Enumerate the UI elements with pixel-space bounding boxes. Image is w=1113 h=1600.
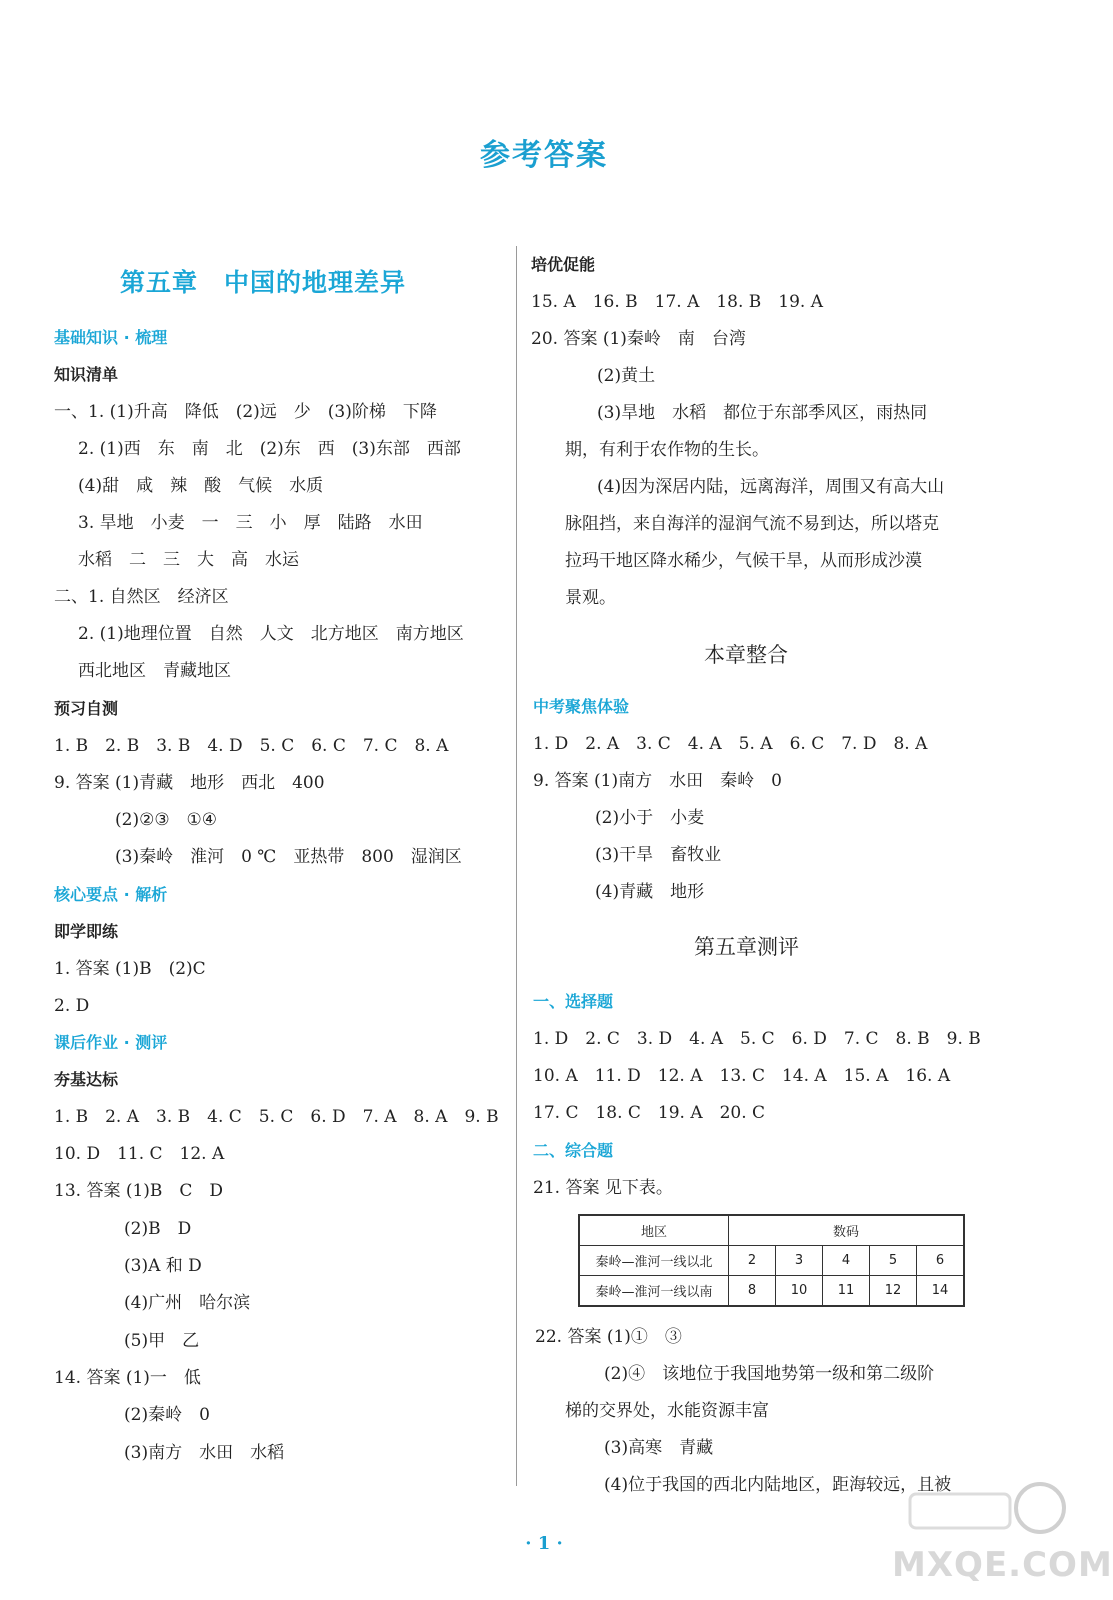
answer-line: (2)小于 小麦 [595,808,705,828]
chapter-title: 第五章 中国的地理差异 [120,268,407,297]
answer-line: 15. A 16. B 17. A 18. B 19. A [531,292,824,312]
answer-line: (2)黄土 [597,366,656,386]
answer-line: 2. (1)西 东 南 北 (2)东 西 (3)东部 西部 [78,439,461,459]
table-cell: 5 [870,1246,917,1276]
table-cell-region: 秦岭—淮河一线以南 [579,1276,729,1307]
answer-line: 20. 答案 (1)秦岭 南 台湾 [531,329,746,349]
answer-line: 9. 答案 (1)青藏 地形 西北 400 [54,773,325,793]
answer-line: 1. 答案 (1)B (2)C [54,959,206,979]
answer-line: 西北地区 青藏地区 [78,661,231,681]
answer-line: 21. 答案 见下表。 [533,1178,673,1198]
answer-line: (4)位于我国的西北内陆地区，距海较远，且被 [604,1475,952,1495]
answer-line: 期，有利于农作物的生长。 [565,440,769,460]
answer-line: 梯的交界处，水能资源丰富 [565,1401,769,1421]
table-cell: 3 [776,1246,823,1276]
watermark-text: MXQE.COM [892,1545,1113,1585]
answer-line: 1. D 2. A 3. C 4. A 5. A 6. C 7. D 8. A [533,734,928,754]
answer-line: (4)甜 咸 辣 酸 气候 水质 [78,476,324,496]
answer-line: (4)广州 哈尔滨 [124,1293,251,1313]
answer-line: (2)B D [124,1219,192,1239]
table-header-digits: 数码 [729,1215,965,1246]
answer-line: (3)干旱 畜牧业 [595,845,722,865]
section-heading: 核心要点 · 解析 [54,885,168,904]
answer-line: (3)旱地 水稻 都位于东部季风区，雨热同 [597,403,928,423]
answer-line: (2)④ 该地位于我国地势第一级和第二级阶 [604,1364,935,1384]
table-cell: 11 [823,1276,870,1307]
answer-line: 10. A 11. D 12. A 13. C 14. A 15. A 16. A [533,1066,951,1086]
subsection-heading: 知识清单 [54,365,119,384]
table-cell: 14 [917,1276,965,1307]
answer-line: 1. D 2. C 3. D 4. A 5. C 6. D 7. C 8. B 9. B [533,1029,981,1049]
answer-line: (3)南方 水田 水稻 [124,1443,285,1463]
answer-line: 脉阻挡，来自海洋的湿润气流不易到达，所以塔克 [565,514,939,534]
section-title-chapter-test: 第五章测评 [694,935,799,959]
page-title: 参考答案 [480,138,608,173]
answer-line: 景观。 [565,588,616,608]
answer-line: (4)因为深居内陆，远离海洋，周围又有高大山 [597,477,945,497]
answer-line: 13. 答案 (1)B C D [54,1181,224,1201]
table-cell: 10 [776,1276,823,1307]
table-row [579,1276,964,1307]
answer-line: 1. B 2. B 3. B 4. D 5. C 6. C 7. C 8. A [54,736,449,756]
answer-line: (3)A 和 D [124,1256,202,1276]
section-heading: 一、选择题 [533,992,614,1011]
column-divider [516,246,517,1486]
section-heading: 基础知识 · 梳理 [54,328,168,347]
subsection-heading: 预习自测 [54,699,119,718]
table-cell: 12 [870,1276,917,1307]
answer-line: 22. 答案 (1)① ③ [535,1327,682,1347]
answer-line: (3)秦岭 淮河 0 ℃ 亚热带 800 湿润区 [115,847,462,867]
answer-line: (2)②③ ①④ [115,810,218,830]
table-header-region: 地区 [579,1215,729,1246]
answer-line: (2)秦岭 0 [124,1405,210,1425]
answer-line: 拉玛干地区降水稀少，气候干旱，从而形成沙漠 [565,551,922,571]
table-row [579,1246,964,1276]
answer-line: 10. D 11. C 12. A [54,1144,225,1164]
subsection-heading: 培优促能 [531,255,596,274]
table-header-row [579,1215,964,1246]
table-cell: 2 [729,1246,776,1276]
subsection-heading: 夯基达标 [54,1070,119,1089]
section-heading: 二、综合题 [533,1141,614,1160]
answer-line: 一、1. (1)升高 降低 (2)远 少 (3)阶梯 下降 [54,402,437,422]
answer-line: 2. (1)地理位置 自然 人文 北方地区 南方地区 [78,624,464,644]
answer-line: 3. 旱地 小麦 一 三 小 厚 陆路 水田 [78,513,423,533]
answer-line: 水稻 二 三 大 高 水运 [78,550,299,570]
answer-line: 17. C 18. C 19. A 20. C [533,1103,766,1123]
answer-line: 2. D [54,996,90,1016]
section-title-chapter-review: 本章整合 [704,643,788,667]
answer-line: 1. B 2. A 3. B 4. C 5. C 6. D 7. A 8. A 9. B [54,1107,499,1127]
subsection-heading: 即学即练 [54,922,119,941]
table-cell: 6 [917,1246,965,1276]
answer-table [578,1214,965,1307]
table-cell: 8 [729,1276,776,1307]
answer-line: (3)高寒 青藏 [604,1438,714,1458]
section-heading: 中考聚焦体验 [533,697,630,716]
answer-line: (4)青藏 地形 [595,882,705,902]
answer-line: 9. 答案 (1)南方 水田 秦岭 0 [533,771,782,791]
table-cell-region: 秦岭—淮河一线以北 [579,1246,729,1276]
answer-line: 二、1. 自然区 经济区 [54,587,229,607]
answer-line: (5)甲 乙 [124,1331,200,1351]
section-heading: 课后作业 · 测评 [54,1033,168,1052]
answer-line: 14. 答案 (1)一 低 [54,1368,201,1388]
page-number: · 1 · [525,1533,563,1554]
table-cell: 4 [823,1246,870,1276]
